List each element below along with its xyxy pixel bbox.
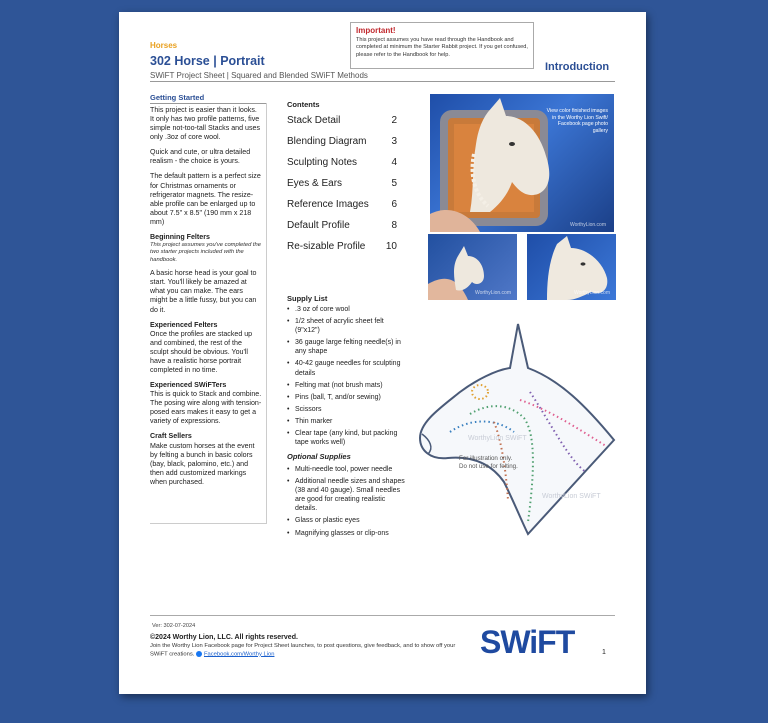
beginning-felters-note: This project assumes you've completed the two starter projects included with the handbook. [150, 242, 261, 263]
toc-item[interactable] [287, 173, 397, 194]
craft-sellers-heading: Craft Sellers [150, 432, 192, 441]
table-of-contents [287, 110, 397, 257]
beginning-felters-text: A basic horse head is your goal to start. You'll likely be amazed at what you can make. The ears might be a little fussy, but you can do it. [150, 269, 257, 314]
section-heading: Introduction [545, 61, 610, 73]
thumbnail-photo-2 [527, 234, 616, 300]
facebook-icon [196, 651, 202, 657]
facebook-link[interactable]: Facebook.com/Worthy Lion [203, 651, 275, 658]
toc-item[interactable] [287, 236, 397, 257]
horse-head-outline [420, 324, 614, 534]
toc-page: 8 [391, 220, 397, 231]
toc-page: 5 [391, 178, 397, 189]
toc-label: Reference Images [287, 199, 369, 210]
experienced-felters-heading: Experienced Felters [150, 320, 218, 329]
diagram-note: For illustration only. Do not use for felting. [459, 455, 518, 470]
thumbnail-watermark: WorthyLion.com [474, 290, 511, 296]
toc-page: 3 [391, 136, 397, 147]
toc-label: Sculpting Notes [287, 157, 358, 168]
intro-paragraph-3: The default pattern is a perfect size for Christmas ornaments or refrigerator magnets. The resize-able profile can be enlarged up to about 7.5" x 8.5" (190 mm x 218 mm) [150, 172, 261, 226]
optional-item: • Glass or plastic eyes [287, 516, 407, 525]
supply-item: • 36 gauge large felting needle(s) in any shape [287, 338, 407, 356]
optional-item: • Multi-needle tool, power needle [287, 465, 407, 474]
toc-item[interactable] [287, 194, 397, 215]
experienced-swifters-heading: Experienced SWiFTers [150, 381, 227, 390]
supply-item: • Felting mat (not brush mats) [287, 381, 407, 390]
diagram-watermark: WorthyLion SWiFT [468, 435, 527, 442]
supply-item: • Clear tape (any kind, but packing tape works well) [287, 429, 407, 447]
swift-logo: SWiFT [480, 624, 575, 660]
supply-item: • Thin marker [287, 417, 407, 426]
page-subtitle: SWiFT Project Sheet | Squared and Blended SWiFT Methods [150, 71, 368, 80]
supply-item: • Pins (ball, T, and/or sewing) [287, 393, 407, 402]
join-description: Join the Worthy Lion Facebook page for Project Sheet launches, to post questions, give feedback, and to show off your SWiFT creations. [150, 643, 456, 658]
toc-page: 10 [385, 241, 397, 252]
copyright-text: ©2024 Worthy Lion, LLC. All rights reserved. [150, 634, 298, 641]
column-bottom-divider [150, 523, 267, 524]
toc-item[interactable] [287, 152, 397, 173]
page-number: 1 [602, 649, 606, 656]
beginning-felters-heading: Beginning Felters [150, 232, 210, 241]
finished-horse-photo [430, 94, 614, 232]
thumbnail-watermark: WorthyLion.com [573, 290, 610, 296]
category-label: Horses [150, 41, 178, 50]
photo-caption: View color finished images in the Worthy Lion Swift/ Facebook page photo gallery [546, 108, 608, 134]
supply-list-heading: Supply List [287, 294, 328, 303]
page-title: 302 Horse | Portrait [150, 54, 265, 68]
experienced-felters-text: Once the profiles are stacked up and combined, the rest of the sculpt should be obvious. You'll have a realistic horse portrait completed in no time. [150, 329, 253, 375]
supply-item: • 1/2 sheet of acrylic sheet felt (9"x12") [287, 317, 407, 335]
horse-head-profile-diagram [410, 322, 626, 540]
contents-heading: Contents [287, 100, 320, 109]
thumbnail-photo-1 [428, 234, 517, 300]
supply-item: • 40-42 gauge needles for sculpting details [287, 359, 407, 377]
toc-label: Stack Detail [287, 115, 341, 126]
optional-item: • Additional needle sizes and shapes (38 and 40 gauge). Small needles are good for creating realistic details. [287, 477, 407, 513]
project-sheet-page [119, 12, 646, 694]
column-divider [266, 103, 267, 524]
getting-started-divider [150, 103, 267, 104]
intro-paragraph-1: This project is easier than it looks. It only has two profile patterns, five simple not-too-tall Stacks and uses only .3oz of core wool. [150, 106, 261, 142]
optional-supplies-heading: Optional Supplies [287, 452, 351, 462]
version-label: Ver: 302-07-2024 [152, 623, 196, 629]
getting-started-heading: Getting Started [150, 93, 205, 102]
supply-item: • Scissors [287, 405, 407, 414]
join-text [150, 643, 470, 659]
toc-item[interactable] [287, 110, 397, 131]
important-notice [350, 22, 534, 69]
footer-divider [150, 615, 615, 616]
toc-label: Blending Diagram [287, 136, 367, 147]
toc-label: Default Profile [287, 220, 350, 231]
toc-page: 2 [391, 115, 397, 126]
toc-page: 6 [391, 199, 397, 210]
toc-label: Re-sizable Profile [287, 241, 366, 252]
craft-sellers-text: Make custom horses at the event by felting a bunch in basic colors (bay, black, palomino, etc.) and then add customized markings when purchased. [150, 441, 255, 486]
diagram-watermark: WorthyLion SWiFT [542, 493, 601, 500]
intro-paragraph-2: Quick and cute, or ultra detailed realism - the choice is yours. [150, 148, 251, 166]
photo-watermark: WorthyLion.com [569, 222, 606, 228]
supply-item: • .3 oz of core wool [287, 305, 407, 314]
header-divider [150, 81, 615, 82]
toc-item[interactable] [287, 131, 397, 152]
experienced-swifters-text: This is quick to Stack and combine. The posing wire along with tension-posed ears makes it easy to get a variety of expressions. [150, 390, 262, 426]
important-heading: Important! [356, 26, 396, 35]
toc-label: Eyes & Ears [287, 178, 343, 189]
optional-item: • Magnifying glasses or clip-ons [287, 529, 407, 538]
toc-item[interactable] [287, 215, 397, 236]
toc-page: 4 [391, 157, 397, 168]
supply-list [287, 305, 407, 541]
getting-started-column [150, 106, 262, 493]
important-text: This project assumes you have read through the Handbook and completed at minimum the Starter Rabbit project. If you get confused, please refer to the Handbook for help. [356, 37, 528, 58]
